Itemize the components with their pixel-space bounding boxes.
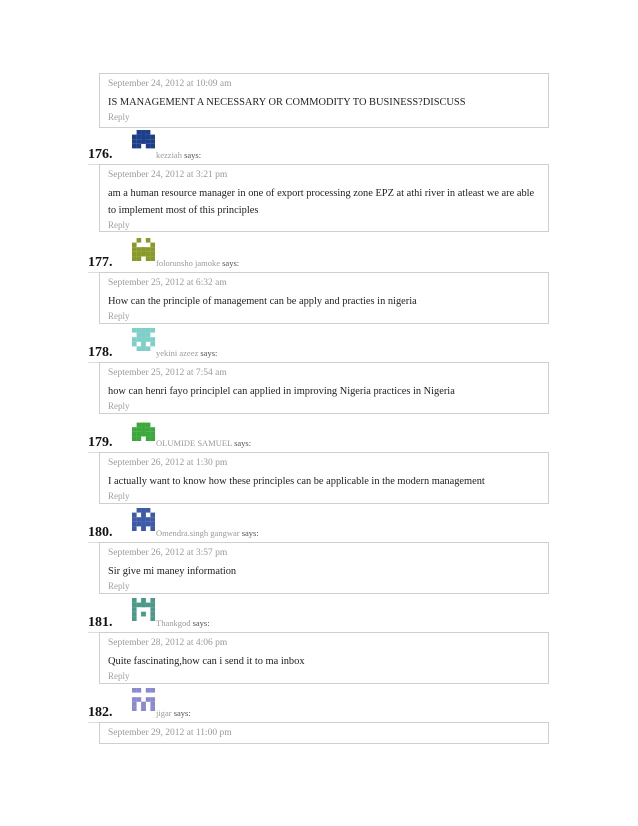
comment-body: Sir give mi maney information xyxy=(108,566,237,577)
comment-author[interactable]: Thankgod xyxy=(156,618,191,628)
comment-author-line xyxy=(156,528,259,538)
avatar xyxy=(132,508,155,531)
comment-date[interactable]: September 26, 2012 at 1:30 pm xyxy=(108,458,228,468)
comment-date[interactable]: September 26, 2012 at 3:57 pm xyxy=(108,548,228,558)
comment-number: 178. xyxy=(88,345,113,360)
comment-author[interactable]: Omendra.singh gangwar xyxy=(156,528,240,538)
comment-body: IS MANAGEMENT A NECESSARY OR COMMODITY TO BUSINESS?DISCUSS xyxy=(108,97,466,108)
comment-author-line xyxy=(156,708,191,718)
comment-body: How can the principle of management can be apply and practies in nigeria xyxy=(108,296,417,307)
comment-box xyxy=(99,632,549,684)
reply-link[interactable]: Reply xyxy=(108,220,130,230)
comment-date[interactable]: September 25, 2012 at 6:32 am xyxy=(108,278,227,288)
says-label: says: xyxy=(241,528,259,538)
comment-date[interactable]: September 29, 2012 at 11:00 pm xyxy=(108,728,232,738)
says-label: says: xyxy=(192,618,210,628)
comment-author-line xyxy=(156,258,239,268)
comment-box xyxy=(99,73,549,128)
avatar xyxy=(132,328,155,351)
comment-number: 181. xyxy=(88,615,113,630)
comment-number: 182. xyxy=(88,705,113,720)
comment-author-line xyxy=(156,438,251,448)
avatar xyxy=(132,418,155,441)
reply-link[interactable]: Reply xyxy=(108,581,130,591)
comment-box xyxy=(99,542,549,594)
comment-date[interactable]: September 24, 2012 at 10:09 am xyxy=(108,79,232,89)
says-label: says: xyxy=(184,150,202,160)
comment-body: how can henri fayo principlel can applied in improving Nigeria practices in Nigeria xyxy=(108,386,455,397)
comment-number: 177. xyxy=(88,255,113,270)
comment-author[interactable]: jigar xyxy=(156,708,172,718)
avatar xyxy=(132,130,155,153)
comment-number: 176. xyxy=(88,147,113,162)
comment-box xyxy=(99,272,549,324)
reply-link[interactable]: Reply xyxy=(108,671,130,681)
reply-link[interactable]: Reply xyxy=(108,401,130,411)
comment-number: 179. xyxy=(88,435,113,450)
comment-body: am a human resource manager in one of export processing zone EPZ at athi river in atleast we are able to implement most of this principles xyxy=(108,188,535,216)
reply-link[interactable]: Reply xyxy=(108,491,130,501)
comment-body: I actually want to know how these principles can be applicable in the modern management xyxy=(108,476,485,487)
comment-date[interactable]: September 24, 2012 at 3:21 pm xyxy=(108,170,228,180)
comment-box xyxy=(99,164,549,232)
says-label: says: xyxy=(173,708,191,718)
avatar xyxy=(132,238,155,261)
says-label: says: xyxy=(234,438,252,448)
comment-author-line xyxy=(156,348,217,358)
avatar xyxy=(132,688,155,711)
comment-box xyxy=(99,452,549,504)
comment-body: Quite fascinating,how can i send it to ma inbox xyxy=(108,656,305,667)
comment-number: 180. xyxy=(88,525,113,540)
comment-date[interactable]: September 25, 2012 at 7:54 am xyxy=(108,368,227,378)
comment-box xyxy=(99,722,549,744)
comment-box xyxy=(99,362,549,414)
says-label: says: xyxy=(222,258,240,268)
says-label: says: xyxy=(200,348,218,358)
reply-link[interactable]: Reply xyxy=(108,311,130,321)
comment-author[interactable]: yekini azeez xyxy=(156,348,199,358)
comment-author-line xyxy=(156,150,201,160)
comment-author-line xyxy=(156,618,210,628)
comment-author[interactable]: OLUMIDE SAMUEL xyxy=(156,438,232,448)
comment-date[interactable]: September 28, 2012 at 4:06 pm xyxy=(108,638,228,648)
comment-author[interactable]: kezziah xyxy=(156,150,182,160)
reply-link[interactable]: Reply xyxy=(108,112,130,122)
avatar xyxy=(132,598,155,621)
comment-author[interactable]: folorunsho jamoke xyxy=(156,258,220,268)
